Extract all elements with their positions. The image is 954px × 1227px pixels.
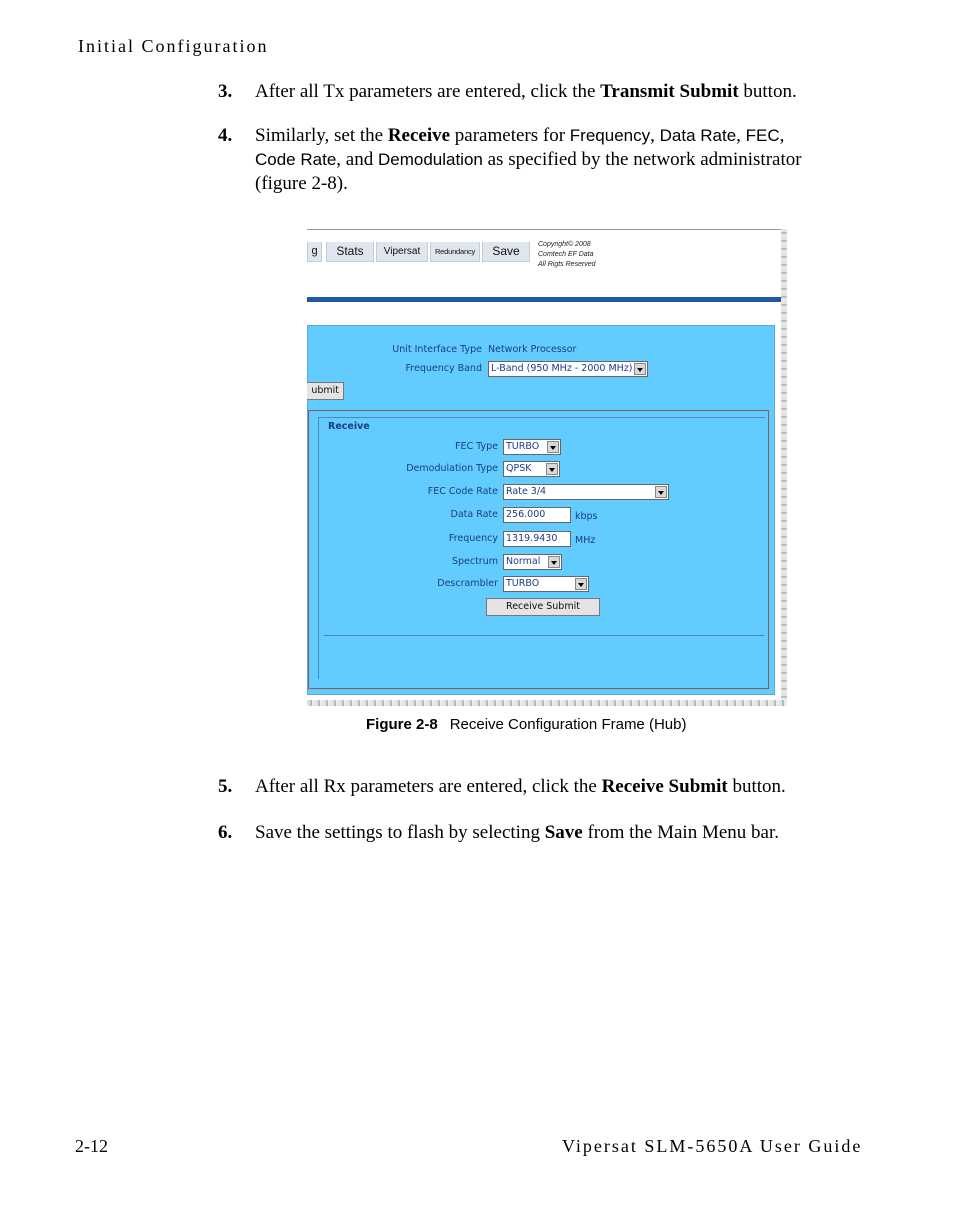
config-panel	[307, 325, 775, 695]
fec-type-label: FEC Type	[455, 441, 498, 452]
receive-submit-button[interactable]: Receive Submit	[486, 598, 600, 616]
copyright-line: All Rigts Reserved	[538, 261, 596, 268]
chevron-down-icon[interactable]	[575, 578, 587, 590]
menu-item-vipersat[interactable]: Vipersat	[376, 242, 428, 262]
chevron-down-icon[interactable]	[548, 556, 560, 568]
unit-interface-label: Unit Interface Type	[392, 344, 482, 355]
chevron-down-icon[interactable]	[634, 363, 646, 375]
frequency-unit: MHz	[575, 535, 596, 546]
menu-item-partial[interactable]: g	[307, 242, 322, 262]
step-text-post: from the Main Menu bar.	[582, 822, 779, 843]
figure-title: Receive Configuration Frame (Hub)	[449, 716, 687, 733]
copyright-notice	[538, 240, 596, 270]
text-run: , and	[336, 149, 378, 170]
spectrum-select[interactable]	[503, 554, 562, 570]
running-header: Initial Configuration	[78, 36, 269, 56]
text-run: parameters for	[450, 125, 570, 146]
select-value: Rate 3/4	[506, 486, 547, 497]
text-run: ,	[736, 125, 746, 146]
menu-item-redundancy[interactable]: Redundancy	[430, 242, 480, 262]
document-title: Vipersat SLM-5650A User Guide	[562, 1136, 863, 1156]
step-text-bold: Transmit Submit	[600, 81, 739, 102]
chevron-down-icon[interactable]	[546, 463, 558, 475]
menu-item-save[interactable]: Save	[482, 242, 530, 262]
fec-code-rate-select[interactable]	[503, 484, 669, 500]
header-divider	[307, 297, 783, 302]
step-number: 6.	[218, 822, 233, 843]
spectrum-label: Spectrum	[451, 556, 498, 567]
data-rate-unit: kbps	[575, 511, 598, 522]
torn-edge-right	[781, 229, 787, 701]
page-number: 2-12	[75, 1136, 108, 1156]
select-value: TURBO	[506, 578, 540, 589]
data-rate-input[interactable]: 256.000	[503, 507, 571, 523]
text-run: as specified by the network administrator	[482, 149, 802, 170]
param-demodulation: Demodulation	[377, 150, 483, 169]
select-value: Normal	[506, 556, 541, 567]
frequency-label: Frequency	[448, 533, 498, 544]
receive-legend: Receive	[328, 421, 370, 432]
step-text	[255, 775, 875, 799]
unit-interface-value: Network Processor	[488, 344, 577, 355]
step-text-pre: After all Tx parameters are entered, click the	[255, 81, 601, 102]
select-value: L-Band (950 MHz - 2000 MHz)	[491, 363, 633, 374]
step-number: 5.	[218, 776, 233, 797]
step-text-post: button.	[738, 81, 797, 102]
transmit-submit-button[interactable]: ubmit	[307, 382, 344, 400]
screenshot-canvas	[307, 229, 783, 699]
text-run: (figure 2-8).	[255, 173, 348, 194]
text-run: ,	[650, 125, 660, 146]
figure-caption	[366, 716, 686, 733]
receive-config-screenshot	[307, 229, 787, 706]
step-text	[255, 80, 875, 104]
fec-code-rate-label: FEC Code Rate	[427, 486, 498, 497]
figure-label: Figure 2-8	[366, 716, 438, 733]
demod-type-select[interactable]	[503, 461, 560, 477]
step-text-pre: Save the settings to flash by selecting	[255, 822, 545, 843]
menu-item-stats[interactable]: Stats	[326, 242, 374, 262]
chevron-down-icon[interactable]	[655, 486, 667, 498]
step-text-bold: Save	[544, 822, 583, 843]
demod-type-label: Demodulation Type	[406, 463, 498, 474]
step-number: 3.	[218, 81, 233, 102]
param-fec: FEC	[745, 126, 780, 145]
select-value: QPSK	[506, 463, 532, 474]
param-code-rate: Code Rate	[255, 150, 337, 169]
param-frequency: Frequency	[569, 126, 651, 145]
step-text	[255, 821, 875, 845]
chevron-down-icon[interactable]	[547, 441, 559, 453]
text-bold: Receive	[387, 125, 451, 146]
copyright-line: Comtech EF Data	[538, 251, 594, 258]
frequency-band-label: Frequency Band	[405, 363, 482, 374]
copyright-line: Copyright© 2008	[538, 241, 591, 248]
text-run: ,	[779, 125, 785, 146]
param-data-rate: Data Rate	[659, 126, 737, 145]
step-number: 4.	[218, 125, 233, 146]
descrambler-label: Descrambler	[437, 578, 498, 589]
step-text-bold: Receive Submit	[601, 776, 728, 797]
data-rate-label: Data Rate	[450, 509, 498, 520]
torn-edge-bottom	[307, 700, 787, 706]
step-text-post: button.	[727, 776, 786, 797]
select-value: TURBO	[506, 441, 540, 452]
descrambler-select[interactable]	[503, 576, 589, 592]
panel-divider	[324, 635, 764, 636]
frequency-band-select[interactable]	[488, 361, 648, 377]
text-run: Similarly, set the	[255, 125, 388, 146]
receive-fieldset-inner	[318, 417, 765, 679]
step-text-pre: After all Rx parameters are entered, click the	[255, 776, 602, 797]
frequency-input[interactable]: 1319.9430	[503, 531, 571, 547]
fec-type-select[interactable]	[503, 439, 561, 455]
step-text	[255, 124, 875, 196]
